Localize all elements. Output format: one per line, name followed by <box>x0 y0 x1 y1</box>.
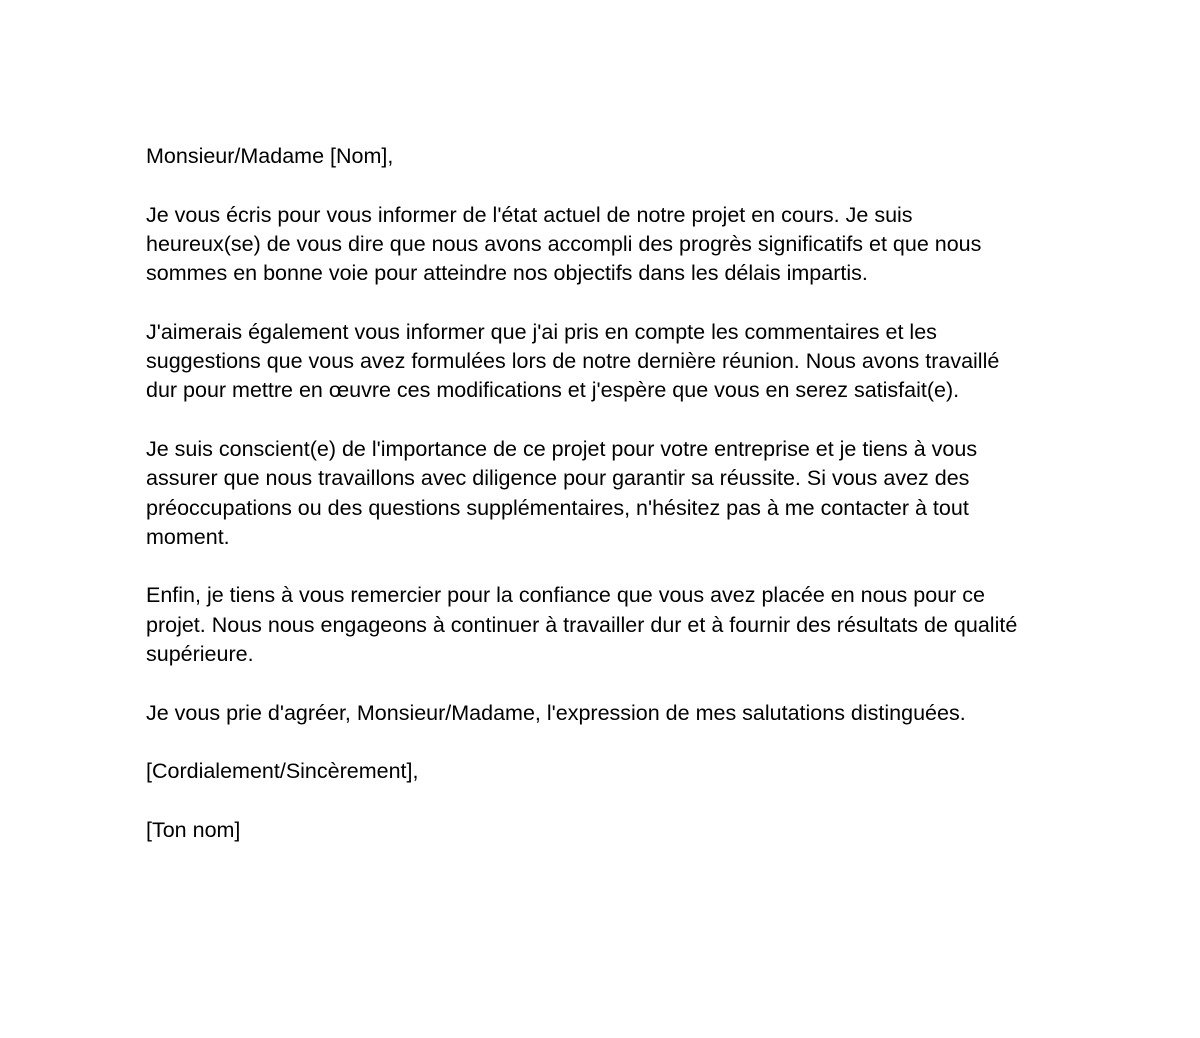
text-line: sommes en bonne voie pour atteindre nos objectifs dans les délais impartis. <box>146 261 868 286</box>
text-line: suggestions que vous avez formulées lors de notre dernière réunion. Nous avons travaillé <box>146 349 1000 374</box>
text-line: assurer que nous travaillons avec diligence pour garantir sa réussite. Si vous avez des <box>146 466 970 491</box>
paragraph-status-update <box>146 201 1066 289</box>
letter-body <box>146 142 1066 845</box>
text-line: projet. Nous nous engageons à continuer à travailler dur et à fournir des résultats de qualité <box>146 612 1018 637</box>
text-line: J'aimerais également vous informer que j'ai pris en compte les commentaires et les <box>146 319 937 344</box>
salutation: Monsieur/Madame [Nom], <box>146 144 394 168</box>
sign-off: [Cordialement/Sincèrement], <box>146 759 419 784</box>
text-line: préoccupations ou des questions supplémentaires, n'hésitez pas à me contacter à tout <box>146 495 969 520</box>
paragraph-feedback <box>146 318 1066 406</box>
text-line: supérieure. <box>146 642 254 667</box>
text-line: heureux(se) de vous dire que nous avons accompli des progrès significatifs et que nous <box>146 231 982 256</box>
text-line: Je vous écris pour vous informer de l'état actuel de notre projet en cours. Je suis <box>146 202 913 227</box>
text-line: moment. <box>146 524 230 549</box>
text-line: Enfin, je tiens à vous remercier pour la confiance que vous avez placée en nous pour ce <box>146 583 985 608</box>
paragraph-commitment <box>146 435 1066 552</box>
paragraph-thanks <box>146 581 1066 669</box>
signature: [Ton nom] <box>146 817 241 842</box>
text-line: Je suis conscient(e) de l'importance de ce projet pour votre entreprise et je tiens à vous <box>146 436 978 461</box>
closing-formula: Je vous prie d'agréer, Monsieur/Madame, l'expression de mes salutations distinguées. <box>146 700 966 725</box>
text-line: dur pour mettre en œuvre ces modifications et j'espère que vous en serez satisfait(e). <box>146 378 960 403</box>
